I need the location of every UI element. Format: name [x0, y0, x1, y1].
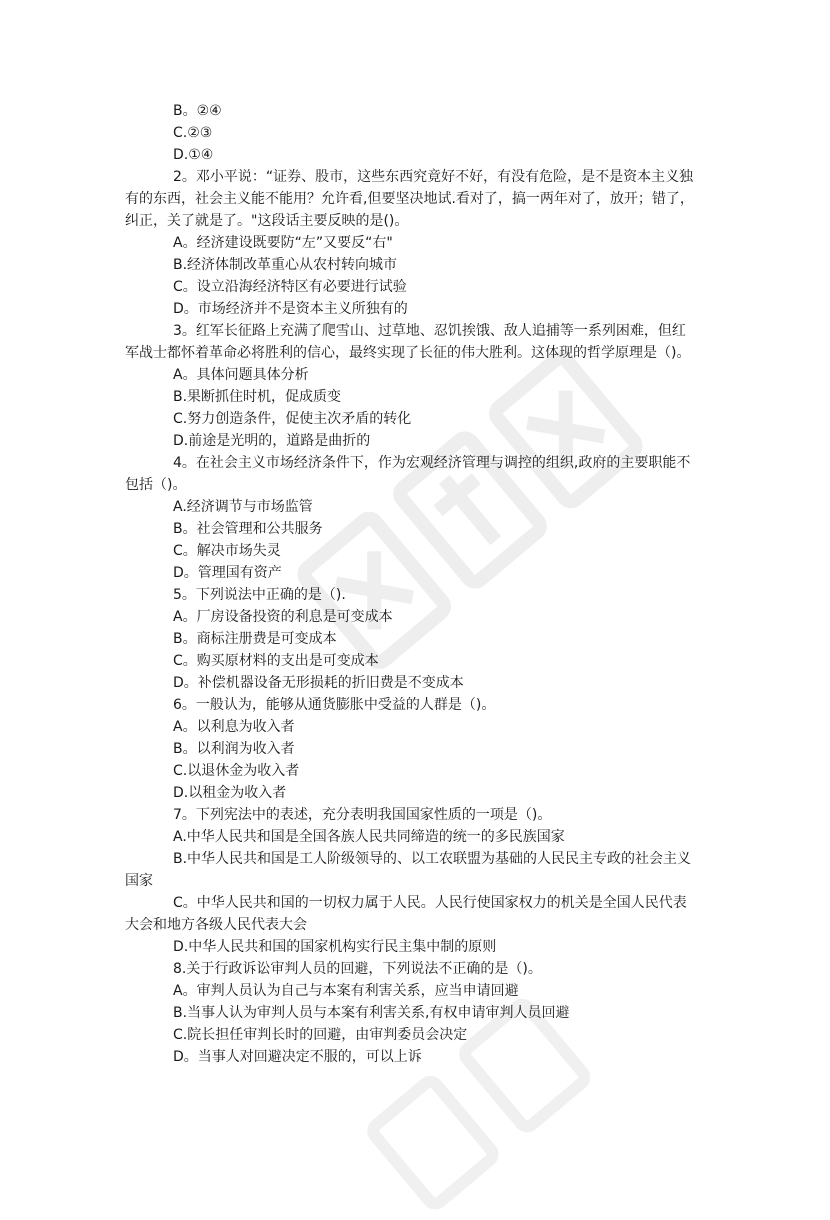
q4-stem-line-1: 4。在社会主义市场经济条件下，作为宏观经济管理与调控的组织,政府的主要职能不: [173, 455, 691, 471]
q6-option-d: D.以租金为收入者: [173, 785, 287, 801]
q3-stem-line-2: 军战士都怀着革命必将胜利的信心，最终实现了长征的伟大胜利。这体现的哲学原理是（)。: [125, 345, 691, 361]
q8-option-d: D。当事人对回避决定不服的，可以上诉: [173, 1049, 422, 1065]
q7-stem: 7。下列宪法中的表述，充分表明我国国家性质的一项是（)。: [173, 807, 552, 823]
q2-option-b: B.经济体制改革重心从农村转向城市: [173, 257, 398, 273]
q2-stem-line-1: 2。邓小平说：“证券、股市，这些东西究竟好不好，有没有危险，是不是资本主义独: [173, 169, 694, 185]
q5-stem: 5。下列说法中正确的是（).: [173, 587, 346, 603]
q6-option-b: B。以利润为收入者: [173, 741, 295, 757]
q1-option-d: D.①④: [173, 147, 214, 163]
q5-option-d: D。补偿机器设备无形损耗的折旧费是不变成本: [173, 675, 464, 691]
q5-option-a: A。厂房设备投资的利息是可变成本: [173, 609, 393, 625]
q2-option-c: C。设立沿海经济特区有必要进行试验: [173, 279, 407, 295]
q1-option-c: C.②③: [173, 125, 213, 141]
q4-option-a: A.经济调节与市场监管: [173, 499, 313, 515]
q2-option-a: A。经济建设既要防“左”又要反“右": [173, 235, 393, 251]
q3-stem-line-1: 3。红军长征路上充满了爬雪山、过草地、忍饥挨饿、敌人追捕等一系列困难，但红: [173, 323, 686, 339]
q3-option-d: D.前途是光明的，道路是曲折的: [173, 433, 371, 449]
q4-option-d: D。管理国有资产: [173, 565, 282, 581]
q1-option-b: B。②④: [173, 103, 222, 119]
q2-stem-line-2: 有的东西，社会主义能不能用？允许看,但要坚决地试.看对了，搞一两年对了，放开；错了，: [125, 191, 694, 207]
q4-option-c: C。解决市场失灵: [173, 543, 281, 559]
q4-option-b: B。社会管理和公共服务: [173, 521, 323, 537]
q7-option-d: D.中华人民共和国的国家机构实行民主集中制的原则: [173, 939, 497, 955]
q7-option-b-line-1: B.中华人民共和国是工人阶级领导的、以工农联盟为基础的人民民主专政的社会主义: [173, 851, 692, 867]
q8-stem: 8.关于行政诉讼审判人员的回避，下列说法不正确的是（)。: [173, 961, 542, 977]
q7-option-a: A.中华人民共和国是全国各族人民共同缔造的统一的多民族国家: [173, 829, 565, 845]
q5-option-b: B。商标注册费是可变成本: [173, 631, 337, 647]
q6-stem: 6。一般认为，能够从通货膨胀中受益的人群是（)。: [173, 697, 496, 713]
q6-option-c: C.以退休金为收入者: [173, 763, 300, 779]
q7-option-b-line-2: 国家: [125, 873, 153, 889]
q3-option-a: A。具体问题具体分析: [173, 367, 309, 383]
q8-option-c: C.院长担任审判长时的回避，由审判委员会决定: [173, 1027, 468, 1043]
q2-stem-line-3: 纠正，关了就是了。"这段话主要反映的是()。: [125, 213, 409, 229]
q3-option-c: C.努力创造条件，促使主次矛盾的转化: [173, 411, 412, 427]
q8-option-b: B.当事人认为审判人员与本案有利害关系,有权申请审判人员回避: [173, 1005, 570, 1021]
q2-option-d: D。市场经济并不是资本主义所独有的: [173, 301, 408, 317]
q6-option-a: A。以利息为收入者: [173, 719, 295, 735]
q7-option-c-line-2: 大会和地方各级人民代表大会: [125, 917, 307, 933]
q5-option-c: C。购买原材料的支出是可变成本: [173, 653, 379, 669]
q4-stem-line-2: 包括（)。: [125, 477, 187, 493]
q7-option-c-line-1: C。中华人民共和国的一切权力属于人民。人民行使国家权力的机关是全国人民代表: [173, 895, 687, 911]
q8-option-a: A。审判人员认为自己与本案有利害关系，应当申请回避: [173, 983, 519, 999]
q3-option-b: B.果断抓住时机，促成质变: [173, 389, 342, 405]
